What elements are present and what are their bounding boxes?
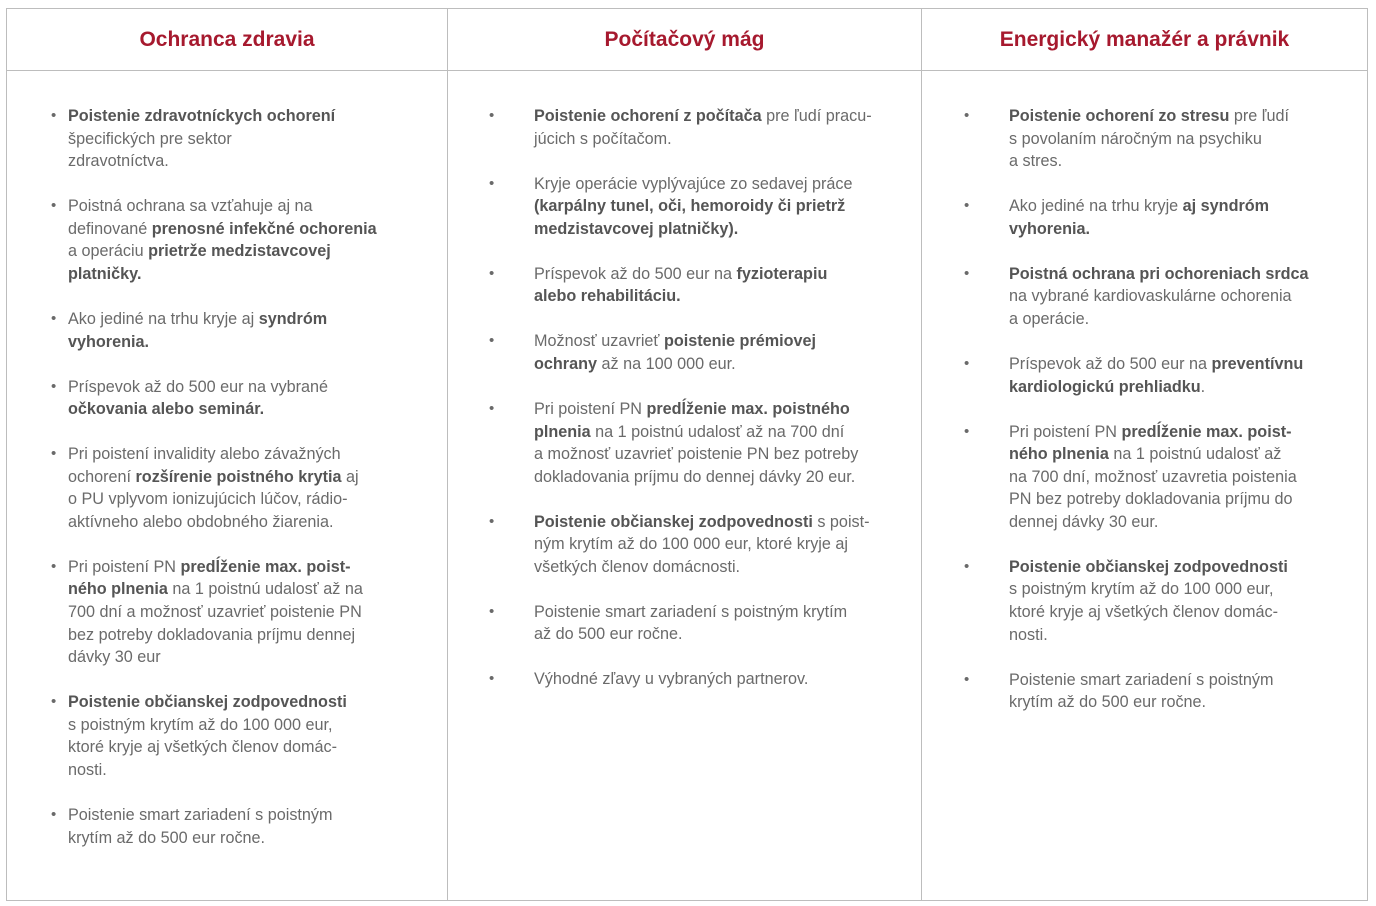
benefit-line: platničky.: [68, 264, 142, 283]
benefit-line: zdravotníctva.: [68, 152, 169, 171]
benefit-line: a operácie.: [1009, 309, 1090, 328]
benefit-line: s poistným krytím až do 100 000 eur,: [68, 715, 333, 734]
bullet-icon: •: [964, 107, 970, 124]
benefit-line: Výhodné zľavy u vybraných partnerov.: [534, 670, 809, 689]
benefit-line: Ako jediné na trhu kryje aj syndróm: [68, 309, 328, 328]
benefit-line: ným krytím až do 100 000 eur, ktoré kryje aj: [534, 535, 848, 554]
benefit-item: [489, 330, 904, 375]
benefit-line: dávky 30 eur: [68, 648, 161, 667]
benefit-line: Príspevok až do 500 eur na preventívnu: [1009, 354, 1304, 373]
bullet-icon: •: [489, 264, 495, 282]
benefit-line: o PU vplyvom ionizujúcich lúčov, rádio-: [68, 490, 348, 509]
benefit-item: [489, 173, 904, 241]
benefit-line: všetkých členov domácnosti.: [534, 557, 741, 576]
benefits-table: [6, 8, 1368, 901]
benefit-item: [964, 353, 1339, 398]
benefit-item: [489, 511, 904, 579]
bullet-icon: •: [51, 377, 57, 395]
column-body-computer-wizard: [447, 71, 921, 900]
benefit-line: s povolaním náročným na psychiku: [1009, 129, 1262, 148]
benefit-line: bez potreby dokladovania príjmu dennej: [68, 625, 356, 644]
benefit-line: dokladovania príjmu do dennej dávky 20 eur.: [534, 467, 856, 486]
benefit-item: [964, 105, 1339, 173]
benefit-line: očkovania alebo seminár.: [68, 400, 265, 419]
benefit-line: nosti.: [68, 761, 107, 779]
benefit-line: Pri poistení PN predĺženie max. poist-: [1009, 422, 1292, 441]
benefit-item: [489, 601, 904, 646]
benefit-line: a operáciu prietrže medzistavcovej: [68, 242, 331, 261]
benefit-line: vyhorenia.: [68, 332, 149, 351]
benefit-line: PN bez potreby dokladovania príjmu do: [1009, 490, 1293, 509]
benefit-line: (karpálny tunel, oči, hemoroidy či prietrž: [534, 197, 846, 216]
bullet-icon: •: [489, 107, 495, 124]
benefit-line: Poistenie občianskej zodpovednosti: [1009, 557, 1288, 576]
benefit-line: Poistenie smart zariadení s poistným: [1009, 670, 1274, 689]
benefit-line: špecifických pre sektor: [68, 129, 232, 148]
bullet-icon: •: [964, 264, 970, 282]
benefit-line: ochorení rozšírenie poistného krytia aj: [68, 467, 359, 486]
benefit-line: ktoré kryje aj všetkých členov domác-: [1009, 603, 1278, 622]
benefit-line: krytím až do 500 eur ročne.: [1009, 693, 1207, 712]
benefit-item: [51, 443, 398, 533]
benefit-line: vyhorenia.: [1009, 219, 1090, 238]
benefit-line: krytím až do 500 eur ročne.: [68, 828, 266, 847]
benefit-item: [51, 556, 398, 669]
benefit-line: Možnosť uzavrieť poistenie prémiovej: [534, 332, 817, 351]
benefit-line: Poistenie občianskej zodpovednosti: [68, 693, 347, 712]
benefit-line: na vybrané kardiovaskulárne ochorenia: [1009, 287, 1292, 306]
benefit-line: nosti.: [1009, 625, 1048, 644]
benefit-line: ného plnenia na 1 poistnú udalosť až: [1009, 445, 1282, 464]
benefit-line: Poistná ochrana pri ochoreniach srdca: [1009, 264, 1309, 283]
bullet-icon: •: [489, 332, 495, 350]
bullet-icon: •: [964, 557, 970, 575]
benefit-line: ného plnenia na 1 poistnú udalosť až na: [68, 580, 363, 599]
benefit-line: a možnosť uzavrieť poistenie PN bez potreby: [534, 445, 859, 464]
bullet-icon: •: [51, 197, 57, 215]
benefit-item: [964, 421, 1339, 534]
column-body-energetic-manager: [921, 71, 1367, 900]
benefit-item: [51, 195, 398, 285]
benefit-line: až do 500 eur ročne.: [534, 625, 683, 644]
benefit-line: plnenia na 1 poistnú udalosť až na 700 dní: [534, 422, 845, 441]
bullet-icon: •: [964, 354, 970, 372]
benefit-line: medzistavcovej platničky).: [534, 219, 739, 238]
benefit-line: dennej dávky 30 eur.: [1009, 512, 1159, 531]
benefit-item: [964, 263, 1339, 331]
benefit-line: kardiologickú prehliadku.: [1009, 377, 1206, 396]
bullet-icon: •: [489, 602, 495, 620]
column-header-energetic-manager: [921, 9, 1367, 71]
benefit-item: [51, 105, 398, 173]
benefit-line: Pri poistení PN predĺženie max. poist-: [68, 557, 351, 576]
bullet-icon: •: [489, 174, 495, 192]
column-title: Energický manažér a právnik: [999, 27, 1290, 51]
benefit-item: [51, 308, 398, 353]
benefit-item: [964, 669, 1339, 714]
column-header-health-protector: [7, 9, 447, 71]
benefit-item: [51, 691, 398, 781]
benefit-line: Poistenie smart zariadení s poistným: [68, 805, 333, 824]
benefit-list: [51, 105, 398, 872]
benefit-line: ktoré kryje aj všetkých členov domác-: [68, 738, 337, 757]
benefit-item: [51, 376, 398, 421]
benefit-line: Poistenie občianskej zodpovednosti s poist-: [534, 512, 870, 531]
column-title: Počítačový mág: [604, 27, 765, 51]
benefit-item: [489, 105, 904, 150]
column-body-health-protector: [7, 71, 447, 900]
column-header-computer-wizard: [447, 9, 921, 71]
benefit-item: [489, 398, 904, 488]
benefit-line: Pri poistení invalidity alebo závažných: [68, 445, 341, 464]
benefit-line: Poistenie ochorení zo stresu pre ľudí: [1009, 107, 1290, 125]
benefit-line: alebo rehabilitáciu.: [534, 287, 681, 306]
bullet-icon: •: [51, 805, 57, 823]
bullet-icon: •: [51, 557, 57, 575]
benefit-item: [964, 195, 1339, 240]
bullet-icon: •: [964, 422, 970, 440]
benefit-line: ochrany až na 100 000 eur.: [534, 354, 736, 373]
benefit-line: Poistenie zdravotníckych ochorení: [68, 107, 336, 125]
benefit-line: Pri poistení PN predĺženie max. poistného: [534, 399, 850, 418]
bullet-icon: •: [51, 309, 57, 327]
bullet-icon: •: [51, 445, 57, 463]
benefit-line: Poistenie smart zariadení s poistným krytím: [534, 602, 848, 621]
benefit-line: 700 dní a možnosť uzavrieť poistenie PN: [68, 603, 362, 622]
benefit-line: Príspevok až do 500 eur na fyzioterapiu: [534, 264, 828, 283]
benefit-line: definované prenosné infekčné ochorenia: [68, 219, 377, 238]
benefit-line: Kryje operácie vyplývajúce zo sedavej práce: [534, 174, 853, 193]
bullet-icon: •: [489, 399, 495, 417]
benefit-item: [489, 263, 904, 308]
benefit-list: [964, 105, 1339, 736]
bullet-icon: •: [489, 670, 495, 688]
bullet-icon: •: [964, 197, 970, 215]
benefit-line: Príspevok až do 500 eur na vybrané: [68, 377, 329, 396]
benefit-item: [51, 804, 398, 849]
benefit-line: s poistným krytím až do 100 000 eur,: [1009, 580, 1274, 599]
benefit-line: Poistenie ochorení z počítača pre ľudí pracu-: [534, 107, 872, 125]
benefit-list: [489, 105, 904, 713]
benefit-item: [489, 668, 904, 691]
benefit-item: [964, 556, 1339, 646]
benefit-line: aktívneho alebo obdobného žiarenia.: [68, 512, 334, 531]
bullet-icon: •: [489, 512, 495, 530]
bullet-icon: •: [51, 693, 57, 711]
benefit-line: Poistná ochrana sa vzťahuje aj na: [68, 197, 313, 216]
bullet-icon: •: [51, 107, 57, 124]
benefit-line: a stres.: [1009, 152, 1063, 171]
bullet-icon: •: [964, 670, 970, 688]
column-title: Ochranca zdravia: [139, 27, 315, 51]
benefit-line: na 700 dní, možnosť uzavretia poistenia: [1009, 467, 1297, 486]
benefit-line: Ako jediné na trhu kryje aj syndróm: [1009, 197, 1270, 216]
benefit-line: júcich s počítačom.: [534, 129, 672, 148]
